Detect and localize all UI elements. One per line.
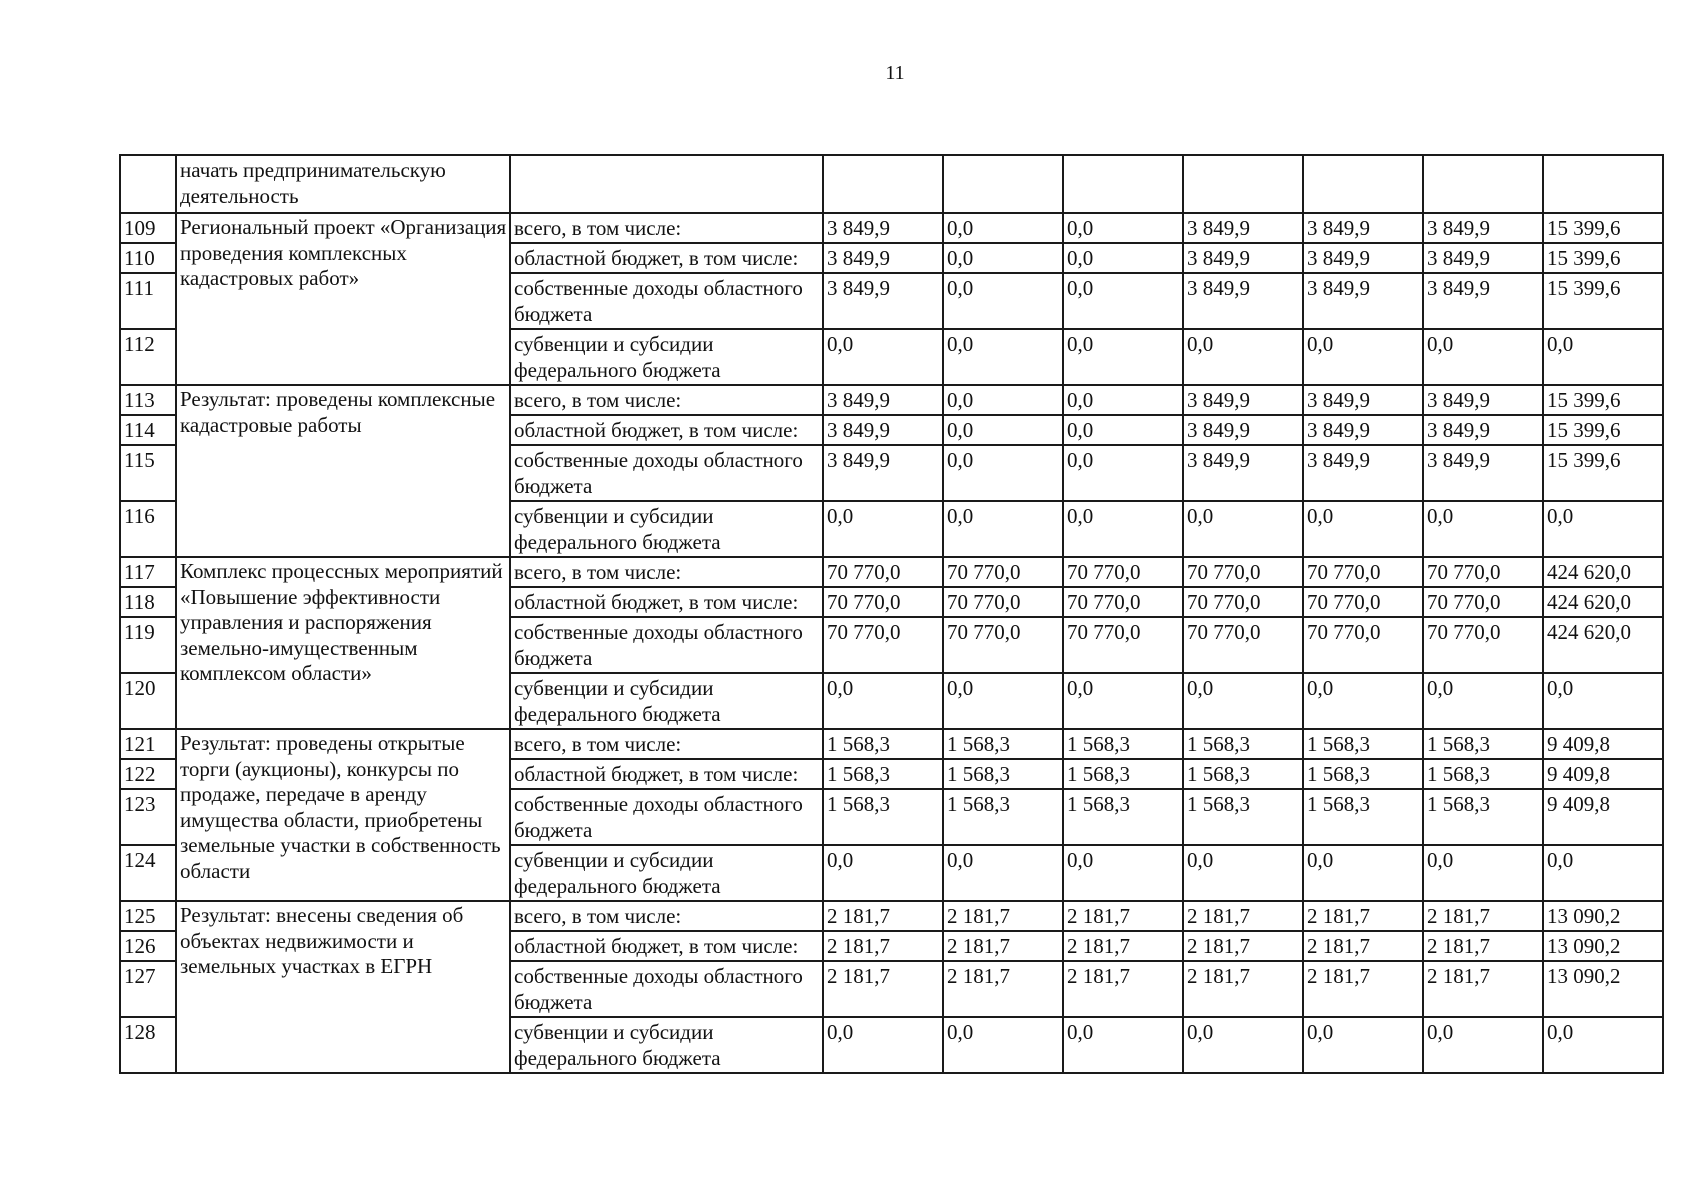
row-number-cell: 118 (120, 587, 176, 617)
year-value-cell: 0,0 (1183, 673, 1303, 729)
funding-source-cell: всего, в том числе: (510, 557, 823, 587)
year-value-cell: 70 770,0 (1303, 617, 1423, 673)
funding-source-cell: собственные доходы областного бюджета (510, 961, 823, 1017)
year-value-cell: 70 770,0 (1183, 587, 1303, 617)
year-value-cell: 0,0 (1063, 1017, 1183, 1073)
year-value-cell: 0,0 (1183, 501, 1303, 557)
year-value-cell: 3 849,9 (1423, 213, 1543, 243)
year-value-cell: 3 849,9 (1303, 445, 1423, 501)
table-row (120, 213, 1663, 243)
year-value-cell: 70 770,0 (823, 617, 943, 673)
activity-name-cell: начать предпринимательскую деятельность (176, 155, 510, 213)
row-number-cell: 119 (120, 617, 176, 673)
year-value-cell: 1 568,3 (1063, 759, 1183, 789)
year-value-cell: 0,0 (1303, 1017, 1423, 1073)
row-number-cell: 116 (120, 501, 176, 557)
year-value-cell: 0,0 (943, 415, 1063, 445)
continuation-row (120, 155, 1663, 213)
year-value-cell: 70 770,0 (1423, 557, 1543, 587)
table-row (120, 557, 1663, 587)
row-number-cell: 120 (120, 673, 176, 729)
row-number-cell: 115 (120, 445, 176, 501)
year-value-cell: 0,0 (943, 501, 1063, 557)
year-value-cell: 1 568,3 (1303, 729, 1423, 759)
year-value-cell: 0,0 (1183, 329, 1303, 385)
total-value-cell: 0,0 (1543, 501, 1663, 557)
year-value-cell: 2 181,7 (1063, 961, 1183, 1017)
table-row (120, 901, 1663, 931)
year-value-cell: 0,0 (1423, 845, 1543, 901)
year-value-cell: 1 568,3 (1063, 789, 1183, 845)
year-value-cell: 0,0 (1183, 845, 1303, 901)
year-value-cell: 2 181,7 (1063, 931, 1183, 961)
funding-source-cell: всего, в том числе: (510, 385, 823, 415)
row-number-cell (120, 155, 176, 213)
funding-source-cell: всего, в том числе: (510, 213, 823, 243)
year-value-cell: 0,0 (943, 1017, 1063, 1073)
year-value-cell: 0,0 (1423, 673, 1543, 729)
year-value-cell: 1 568,3 (1423, 729, 1543, 759)
activity-name-cell: Региональный проект «Организация проведения комплексных кадастровых работ» (176, 213, 510, 385)
year-value-cell: 2 181,7 (1183, 901, 1303, 931)
funding-source-cell: областной бюджет, в том числе: (510, 243, 823, 273)
row-number-cell: 127 (120, 961, 176, 1017)
year-value-cell: 3 849,9 (1303, 415, 1423, 445)
row-number-cell: 124 (120, 845, 176, 901)
funding-source-cell: субвенции и субсидии федерального бюджета (510, 501, 823, 557)
year-value-cell: 3 849,9 (1183, 385, 1303, 415)
year-value-cell: 0,0 (1303, 845, 1423, 901)
year-value-cell: 3 849,9 (1303, 385, 1423, 415)
year-value-cell: 3 849,9 (823, 385, 943, 415)
row-number-cell: 112 (120, 329, 176, 385)
year-value-cell: 1 568,3 (823, 759, 943, 789)
total-value-cell: 15 399,6 (1543, 385, 1663, 415)
year-value-cell: 70 770,0 (823, 587, 943, 617)
year-value-cell: 0,0 (1063, 415, 1183, 445)
year-value-cell: 2 181,7 (1063, 901, 1183, 931)
year-value-cell: 2 181,7 (1303, 961, 1423, 1017)
year-value-cell: 0,0 (943, 845, 1063, 901)
year-value-cell: 70 770,0 (943, 557, 1063, 587)
year-value-cell: 1 568,3 (823, 729, 943, 759)
year-value-cell: 70 770,0 (1303, 587, 1423, 617)
year-value-cell: 1 568,3 (1303, 789, 1423, 845)
year-value-cell: 1 568,3 (823, 789, 943, 845)
year-value-cell: 2 181,7 (1183, 961, 1303, 1017)
year-value-cell: 0,0 (1423, 329, 1543, 385)
row-number-cell: 109 (120, 213, 176, 243)
funding-source-cell: субвенции и субсидии федерального бюджета (510, 1017, 823, 1073)
total-value-cell: 0,0 (1543, 673, 1663, 729)
year-value-cell: 0,0 (943, 673, 1063, 729)
funding-source-cell: субвенции и субсидии федерального бюджета (510, 673, 823, 729)
year-value-cell: 3 849,9 (1183, 445, 1303, 501)
row-number-cell: 110 (120, 243, 176, 273)
year-value-cell: 3 849,9 (1303, 243, 1423, 273)
year-value-cell: 3 849,9 (1303, 213, 1423, 243)
total-value-cell: 9 409,8 (1543, 729, 1663, 759)
year-value-cell: 70 770,0 (1183, 557, 1303, 587)
source-cell (510, 155, 823, 213)
year-value-cell: 3 849,9 (823, 243, 943, 273)
year-value-cell: 3 849,9 (1423, 415, 1543, 445)
row-number-cell: 114 (120, 415, 176, 445)
year-value-cell: 2 181,7 (943, 931, 1063, 961)
total-value-cell: 424 620,0 (1543, 587, 1663, 617)
year-value-cell: 70 770,0 (1303, 557, 1423, 587)
year-value-cell: 3 849,9 (1423, 385, 1543, 415)
year-value-cell: 2 181,7 (1183, 931, 1303, 961)
year-value-cell: 1 568,3 (1423, 759, 1543, 789)
year-value-cell: 0,0 (1423, 501, 1543, 557)
funding-source-cell: собственные доходы областного бюджета (510, 789, 823, 845)
year-value-cell: 3 849,9 (823, 273, 943, 329)
total-value-cell: 15 399,6 (1543, 445, 1663, 501)
year-value-cell: 0,0 (1303, 673, 1423, 729)
year-value-cell: 1 568,3 (1183, 759, 1303, 789)
value-cell (823, 155, 943, 213)
budget-table (119, 154, 1664, 1074)
year-value-cell: 1 568,3 (943, 789, 1063, 845)
row-number-cell: 128 (120, 1017, 176, 1073)
year-value-cell: 0,0 (943, 329, 1063, 385)
funding-source-cell: всего, в том числе: (510, 729, 823, 759)
row-number-cell: 122 (120, 759, 176, 789)
year-value-cell: 70 770,0 (1423, 617, 1543, 673)
year-value-cell: 3 849,9 (1303, 273, 1423, 329)
year-value-cell: 70 770,0 (1423, 587, 1543, 617)
year-value-cell: 0,0 (823, 501, 943, 557)
total-value-cell: 13 090,2 (1543, 931, 1663, 961)
year-value-cell: 1 568,3 (1183, 729, 1303, 759)
total-value-cell: 13 090,2 (1543, 961, 1663, 1017)
year-value-cell: 70 770,0 (823, 557, 943, 587)
row-number-cell: 113 (120, 385, 176, 415)
activity-name-cell: Комплекс процессных мероприятий «Повышение эффективности управления и распоряжения земельно-имущественным комплексом области» (176, 557, 510, 729)
year-value-cell: 2 181,7 (1303, 901, 1423, 931)
year-value-cell: 0,0 (1063, 385, 1183, 415)
year-value-cell: 2 181,7 (1423, 901, 1543, 931)
year-value-cell: 1 568,3 (943, 759, 1063, 789)
total-value-cell: 9 409,8 (1543, 789, 1663, 845)
funding-source-cell: областной бюджет, в том числе: (510, 587, 823, 617)
year-value-cell: 3 849,9 (1183, 273, 1303, 329)
row-number-cell: 121 (120, 729, 176, 759)
year-value-cell: 0,0 (1423, 1017, 1543, 1073)
table-row (120, 729, 1663, 759)
year-value-cell: 3 849,9 (1423, 445, 1543, 501)
year-value-cell: 1 568,3 (943, 729, 1063, 759)
year-value-cell: 0,0 (823, 845, 943, 901)
year-value-cell: 0,0 (943, 273, 1063, 329)
funding-source-cell: собственные доходы областного бюджета (510, 617, 823, 673)
row-number-cell: 123 (120, 789, 176, 845)
activity-name-cell: Результат: проведены открытые торги (аукционы), конкурсы по продаже, передаче в аренду имущества области, приобретены земельные участки в собственность области (176, 729, 510, 901)
value-cell (1303, 155, 1423, 213)
year-value-cell: 0,0 (943, 243, 1063, 273)
year-value-cell: 2 181,7 (823, 961, 943, 1017)
year-value-cell: 0,0 (1063, 329, 1183, 385)
year-value-cell: 2 181,7 (943, 901, 1063, 931)
funding-source-cell: всего, в том числе: (510, 901, 823, 931)
year-value-cell: 70 770,0 (943, 587, 1063, 617)
value-cell (1423, 155, 1543, 213)
year-value-cell: 0,0 (1063, 501, 1183, 557)
year-value-cell: 3 849,9 (1183, 415, 1303, 445)
year-value-cell: 0,0 (1303, 501, 1423, 557)
year-value-cell: 3 849,9 (1183, 243, 1303, 273)
year-value-cell: 3 849,9 (823, 445, 943, 501)
value-cell (1063, 155, 1183, 213)
funding-source-cell: субвенции и субсидии федерального бюджета (510, 845, 823, 901)
year-value-cell: 70 770,0 (1063, 587, 1183, 617)
total-value-cell: 15 399,6 (1543, 415, 1663, 445)
year-value-cell: 0,0 (1063, 845, 1183, 901)
total-value-cell: 13 090,2 (1543, 901, 1663, 931)
row-number-cell: 126 (120, 931, 176, 961)
year-value-cell: 0,0 (1063, 213, 1183, 243)
year-value-cell: 0,0 (1183, 1017, 1303, 1073)
funding-source-cell: собственные доходы областного бюджета (510, 273, 823, 329)
total-value-cell: 0,0 (1543, 845, 1663, 901)
year-value-cell: 1 568,3 (1063, 729, 1183, 759)
year-value-cell: 3 849,9 (823, 415, 943, 445)
total-value-cell: 15 399,6 (1543, 273, 1663, 329)
year-value-cell: 3 849,9 (1423, 243, 1543, 273)
total-value-cell: 9 409,8 (1543, 759, 1663, 789)
activity-name-cell: Результат: проведены комплексные кадастровые работы (176, 385, 510, 557)
year-value-cell: 3 849,9 (823, 213, 943, 243)
year-value-cell: 2 181,7 (1423, 931, 1543, 961)
year-value-cell: 2 181,7 (823, 931, 943, 961)
total-value-cell: 424 620,0 (1543, 557, 1663, 587)
year-value-cell: 0,0 (823, 329, 943, 385)
year-value-cell: 0,0 (823, 1017, 943, 1073)
year-value-cell: 2 181,7 (1303, 931, 1423, 961)
table-row (120, 385, 1663, 415)
year-value-cell: 70 770,0 (943, 617, 1063, 673)
year-value-cell: 0,0 (1063, 243, 1183, 273)
funding-source-cell: собственные доходы областного бюджета (510, 445, 823, 501)
page-number: 11 (885, 62, 905, 84)
total-value-cell: 424 620,0 (1543, 617, 1663, 673)
total-value-cell: 15 399,6 (1543, 243, 1663, 273)
year-value-cell: 0,0 (1063, 445, 1183, 501)
total-value-cell: 0,0 (1543, 1017, 1663, 1073)
funding-source-cell: областной бюджет, в том числе: (510, 415, 823, 445)
year-value-cell: 0,0 (1063, 273, 1183, 329)
year-value-cell: 1 568,3 (1303, 759, 1423, 789)
year-value-cell: 0,0 (943, 213, 1063, 243)
funding-source-cell: субвенции и субсидии федерального бюджета (510, 329, 823, 385)
value-cell (1543, 155, 1663, 213)
row-number-cell: 125 (120, 901, 176, 931)
year-value-cell: 70 770,0 (1063, 617, 1183, 673)
year-value-cell: 1 568,3 (1183, 789, 1303, 845)
year-value-cell: 70 770,0 (1063, 557, 1183, 587)
value-cell (943, 155, 1063, 213)
year-value-cell: 2 181,7 (943, 961, 1063, 1017)
total-value-cell: 15 399,6 (1543, 213, 1663, 243)
year-value-cell: 0,0 (1063, 673, 1183, 729)
year-value-cell: 3 849,9 (1183, 213, 1303, 243)
year-value-cell: 0,0 (943, 385, 1063, 415)
row-number-cell: 117 (120, 557, 176, 587)
total-value-cell: 0,0 (1543, 329, 1663, 385)
year-value-cell: 2 181,7 (1423, 961, 1543, 1017)
activity-name-cell: Результат: внесены сведения об объектах недвижимости и земельных участках в ЕГРН (176, 901, 510, 1073)
value-cell (1183, 155, 1303, 213)
year-value-cell: 0,0 (943, 445, 1063, 501)
year-value-cell: 70 770,0 (1183, 617, 1303, 673)
funding-source-cell: областной бюджет, в том числе: (510, 931, 823, 961)
year-value-cell: 2 181,7 (823, 901, 943, 931)
year-value-cell: 3 849,9 (1423, 273, 1543, 329)
year-value-cell: 0,0 (1303, 329, 1423, 385)
year-value-cell: 0,0 (823, 673, 943, 729)
row-number-cell: 111 (120, 273, 176, 329)
funding-source-cell: областной бюджет, в том числе: (510, 759, 823, 789)
year-value-cell: 1 568,3 (1423, 789, 1543, 845)
